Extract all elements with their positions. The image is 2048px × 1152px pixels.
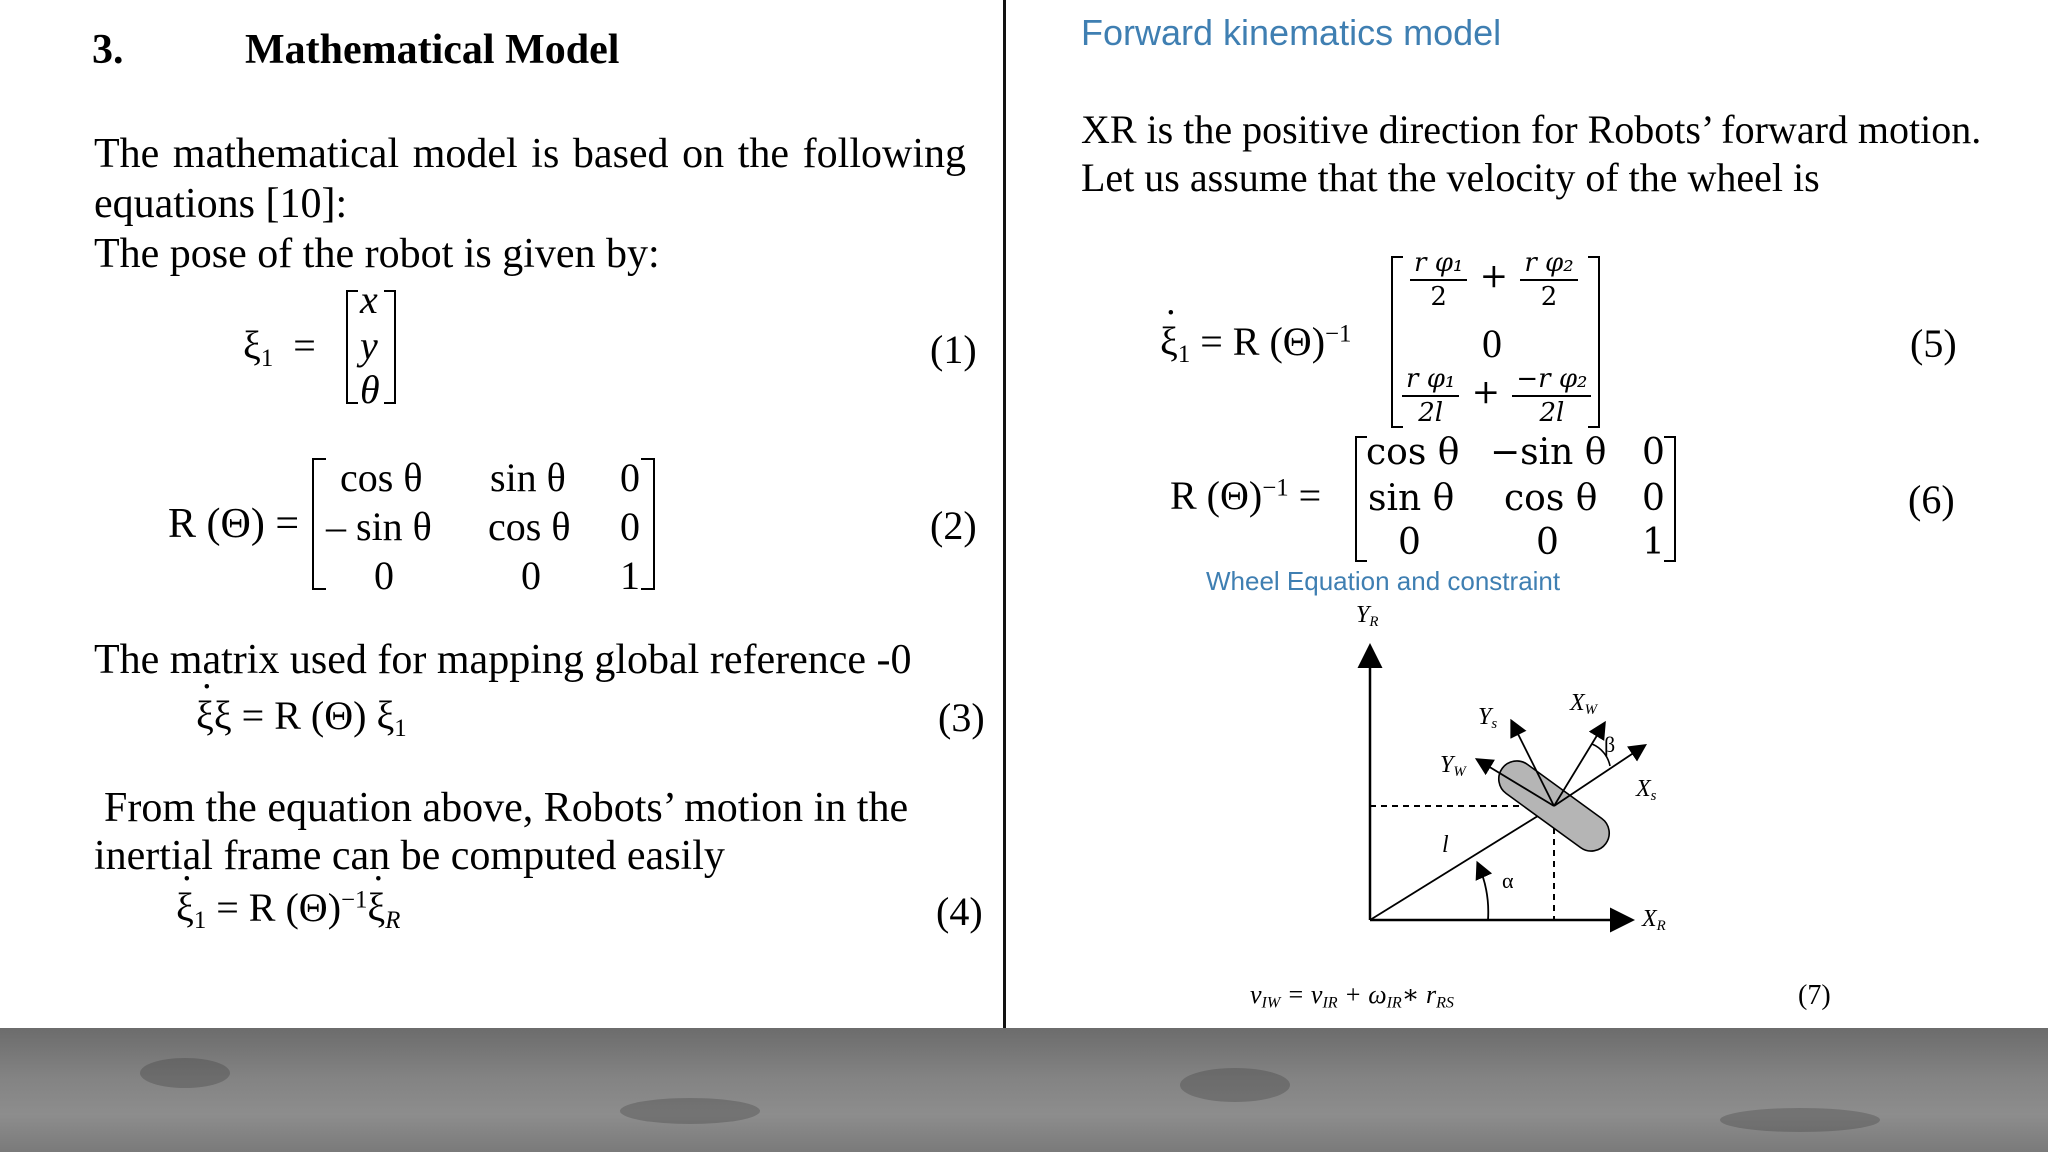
eq3-number: (3) (938, 695, 985, 740)
eq2-m11: cos θ (488, 504, 571, 549)
mapping-text: The matrix used for mapping global reference -0 (94, 637, 912, 683)
forward-kinematics-heading: Forward kinematics model (1081, 12, 1502, 53)
eq1-right-bracket (384, 290, 396, 404)
label-xw: $X_W$ (1570, 690, 1598, 719)
eq3: · ξξ = R (Θ) $\xi_1$ (196, 692, 407, 743)
eq1-left-bracket (346, 290, 358, 404)
eq5-lhs: · $\xi_1 = R$ $(\Theta)^{-1}$ (1160, 318, 1351, 369)
eq1-vec-theta: θ (360, 367, 380, 412)
eq6-m00: cos θ (1366, 432, 1460, 473)
motion-line-1: From the equation above, Robots’ motion in the (104, 785, 909, 831)
eq6-m22: 1 (1642, 522, 1665, 563)
eq1-vec-y: y (360, 323, 378, 368)
xr-line-2: Let us assume that the velocity of the wheel is (1081, 155, 1820, 200)
eq2-right-bracket (641, 458, 655, 590)
eq6-m12: 0 (1642, 478, 1665, 519)
eq5-row2: 0 (1482, 321, 1502, 366)
label-xs: $X_s$ (1636, 776, 1657, 805)
xw-axis-line (1554, 724, 1604, 806)
eq6-lhs: R $(\Theta)^{-1}$ = (1170, 473, 1322, 518)
column-divider (1003, 0, 1006, 1028)
section-title: Mathematical Model (245, 27, 620, 73)
wheel-diagram (1300, 596, 1730, 946)
eq2-left-bracket (312, 458, 326, 590)
label-ys: $Y_s$ (1478, 704, 1498, 733)
eq2-number: (2) (930, 503, 977, 548)
section-number: 3. (92, 27, 124, 73)
eq7-number: (7) (1798, 980, 1831, 1011)
eq6-m11: cos θ (1504, 478, 1598, 519)
eq6-m21: 0 (1536, 522, 1559, 563)
eq2-m21: 0 (521, 553, 541, 598)
eq2-m22: 1 (620, 553, 640, 598)
l-vector-line (1370, 806, 1554, 920)
alpha-arc (1478, 864, 1488, 920)
floor-background (0, 1028, 2048, 1152)
label-yr: $Y_R$ (1356, 602, 1379, 631)
eq1-vec-x: x (360, 277, 378, 322)
label-xr: $X_R$ (1642, 906, 1666, 935)
eq2-m00: cos θ (340, 455, 423, 500)
label-beta: β (1604, 732, 1616, 757)
eq4-number: (4) (936, 889, 983, 934)
eq2-lhs: R (Θ) = (168, 501, 300, 547)
eq1-number: (1) (930, 327, 977, 372)
eq5-row1: $\frac{\text{r φ₁}}{2}$ + $\frac{\text{r φ₂}}{2}$ (1410, 250, 1578, 310)
eq2-m10: – sin θ (326, 504, 432, 549)
eq6-m10: sin θ (1368, 478, 1455, 519)
eq7: $v_{IW} = v_{IR}$ + $\omega_{IR}∗$ $r_{RS}$ (1250, 980, 1454, 1012)
eq1-lhs: $\xi_1$ = (243, 323, 316, 372)
eq2-m20: 0 (374, 553, 394, 598)
motion-line-2: inertial frame can be computed easily (94, 833, 725, 879)
eq2-m02: 0 (620, 455, 640, 500)
label-alpha: α (1502, 868, 1514, 893)
xr-line-1: XR is the positive direction for Robots’ forward motion. (1081, 107, 1982, 152)
eq3-xi-dot: · ξ (196, 692, 214, 739)
eq6-right-bracket (1664, 436, 1676, 562)
intro-line-1: The mathematical model is based on the following (94, 131, 966, 177)
xs-axis-line (1554, 746, 1644, 806)
eq2-m01: sin θ (490, 455, 566, 500)
label-yw: $Y_W$ (1440, 752, 1466, 781)
eq6-m20: 0 (1398, 522, 1421, 563)
label-l: l (1442, 832, 1449, 858)
eq2-m12: 0 (620, 504, 640, 549)
eq6-m02: 0 (1642, 432, 1665, 473)
pose-text: The pose of the robot is given by: (94, 231, 660, 277)
intro-line-2: equations [10]: (94, 181, 348, 227)
eq5-row3: $\frac{\text{r φ₁}}{2l}$ + $\frac{\text{−r φ₂}}{2l}$ (1402, 366, 1591, 426)
eq6-m01: −sin θ (1490, 432, 1607, 473)
wheel-caption: Wheel Equation and constraint (1206, 566, 1561, 596)
eq4: · $\xi_1 = R$ $(\Theta)^{-1}\cdot \xi_R$ (176, 884, 400, 935)
eq5-number: (5) (1910, 321, 1957, 366)
eq6-number: (6) (1908, 477, 1955, 522)
